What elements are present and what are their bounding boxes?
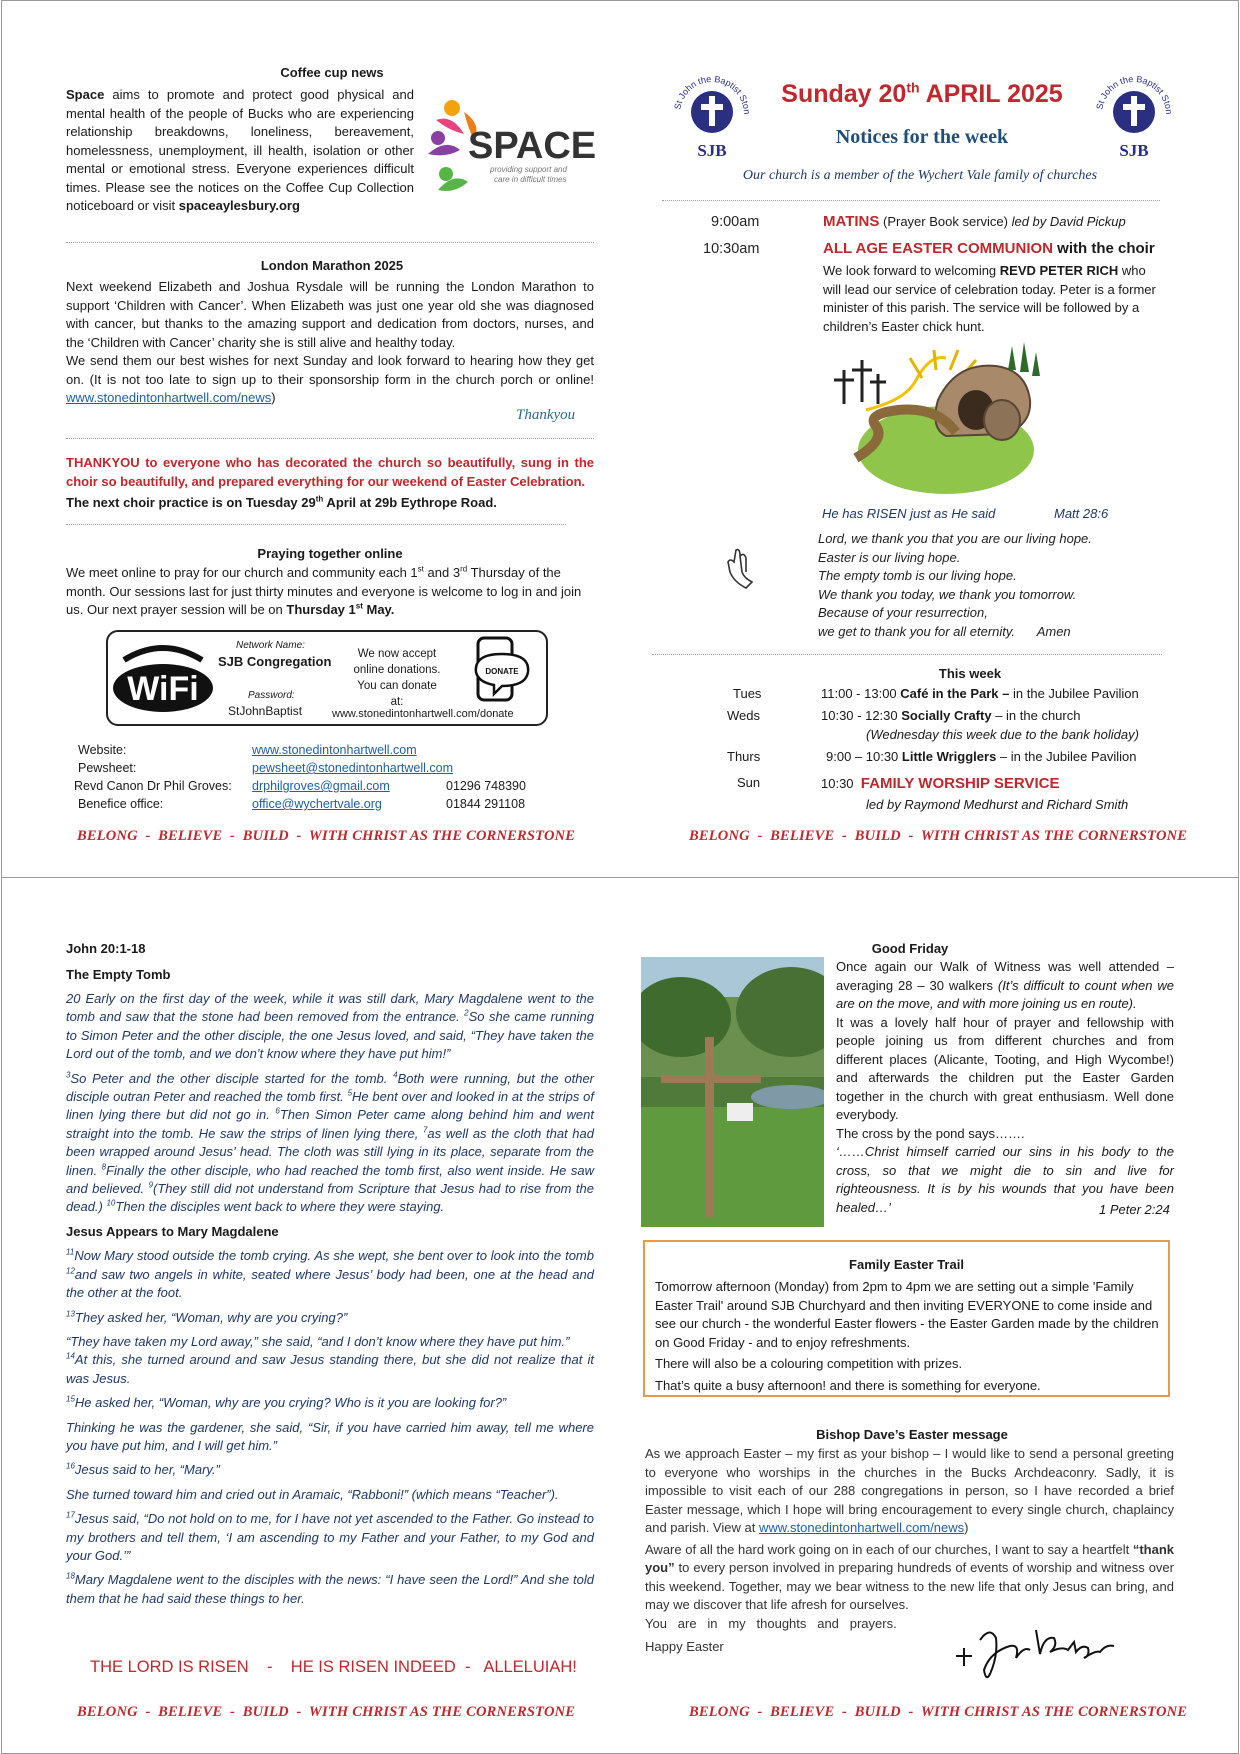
thanks-red: THANKYOU to everyone who has decorated the church so beautifully, sung in the choir so beautifully, and prepared everything for our weekend of Easter Celebration.: [66, 455, 594, 489]
gospel-para: $^{11}$Now Mary stood outside the tomb crying. As she wept, she bent over to look into the tomb $^{12}$and saw two angels in white, seated where Jesus’ body had been, one at the head and the other at the foot.: [66, 1247, 594, 1301]
trail-body: [655, 1278, 1160, 1395]
verse: Thinking he was the gardener, she said, “Sir, if you have carried him away, tell me where you have put him, and I will get him.”: [66, 1419, 594, 1453]
service-rest: with the choir: [1053, 240, 1155, 257]
wifi-logo: [112, 644, 214, 716]
marathon-link[interactable]: www.stonedintonhartwell.com/news: [66, 390, 272, 405]
verse: She turned toward him and cried out in Aramaic, “Rabboni!” (which means “Teacher”).: [66, 1486, 559, 1502]
good-friday-photo: [641, 957, 824, 1227]
marathon-p2-end: ): [271, 390, 276, 405]
prayer-body: [66, 564, 594, 620]
password-value: StJohnBaptist: [228, 704, 303, 718]
verse: He asked her, “Woman, why are you crying? Who is it you are looking for?”: [74, 1395, 507, 1411]
week-time: 10:30: [821, 776, 854, 791]
network-name: SJB Congregation: [218, 654, 332, 669]
welcome-b: who will lead our service of celebration today. Peter is a former minister of this parish. The service will be followed by a children’s Easter chick hunt.: [823, 263, 1156, 334]
prayer-line: The empty tomb is our living hope.: [818, 568, 1017, 584]
donate-url: www.stonedintonhartwell.com/donate: [332, 708, 514, 720]
choir-practice: [66, 494, 594, 512]
service-communion: [823, 240, 1203, 257]
welcome-a: We look forward to welcoming: [823, 263, 1000, 278]
verse: and saw two angels in white, seated where Jesus’ body had been, one at the head and the other at the foot.: [66, 1266, 594, 1301]
gf-italic: (It’s difficult to count when we are on the move, and with more joining us en route).: [836, 977, 1174, 1011]
week-day: Sun: [737, 775, 761, 790]
bishop-p1-text: As we approach Easter – my first as your bishop – I would like to send a personal greeting to everyone who worships in the churches in the Bucks Archdeaconry. Sadly, it is impossible to visit each of our 288 congregations in person, so I have recorded a brief Easter message, which I hope will bring encouragement to every single church, chaplaincy and parish. View at: [645, 1446, 1174, 1535]
service-title: MATINS: [823, 213, 880, 230]
prayer-sup2: rd: [460, 564, 468, 574]
svg-text:providing support and: providing support and: [490, 165, 567, 174]
donate-text: We now accept online donations. You can donate at:: [353, 648, 441, 708]
contact-link[interactable]: drphilgroves@gmail.com: [252, 779, 390, 793]
coffee-body: [66, 86, 414, 216]
coffee-text: aims to promote and protect good physical and mental health of the people of Bucks who are experiencing relationship breakdowns, loneliness, bereavement, homelessness, unemployment, ill health, isolation or other mental or emotional stress. Everyone experiences difficult times. Please see the notices on the Coffee Cup Collection noticeboard or visit: [66, 87, 414, 213]
bishop-p1-end: ): [964, 1520, 969, 1535]
verse: (They still did not understand from Scripture that Jesus had to rise from the dead.): [66, 1181, 594, 1215]
easter-prayer: [818, 530, 1178, 642]
footer-motto: BELONG - BELIEVE - BUILD - WITH CHRIST AS THE CORNERSTONE: [77, 828, 576, 844]
good-friday-quote-ref: 1 Peter 2:24: [1099, 1202, 1170, 1217]
bishop-body: [645, 1445, 1174, 1633]
easter-acclamation: THE LORD IS RISEN - HE IS RISEN INDEED - ALLELUIAH!: [90, 1658, 577, 1676]
verse: Mary Magdalene went to the disciples with the news: “I have seen the Lord!” And she told them that he had said these things to her.: [66, 1572, 594, 1606]
gospel-heading: The Empty Tomb: [66, 967, 171, 982]
date-main: Sunday 20: [781, 80, 907, 108]
week-event: Little Wrigglers: [901, 749, 997, 764]
risen-verse: He has RISEN just as He said: [822, 506, 996, 521]
gospel-para: $^{17}$Jesus said, “Do not hold on to me, for I have not yet ascended to the Father. Go instead to my brothers and tell them, ‘I am ascending to my Father and your Father, to my God and your God.’”: [66, 1510, 595, 1563]
bishop-link[interactable]: www.stonedintonhartwell.com/news: [758, 1520, 965, 1535]
service-rest: (Prayer Book service): [879, 214, 1012, 229]
logo-ring-text: St John the Baptist Ston: [1094, 73, 1174, 115]
week-note: led by Raymond Medhurst and Richard Smith: [866, 797, 1129, 812]
contact-link[interactable]: office@wychertvale.org: [252, 797, 382, 811]
week-time: 11:00 - 13:00: [821, 686, 897, 701]
coffee-title: Coffee cup news: [280, 65, 384, 80]
welcome-text: [823, 262, 1163, 336]
contact-phone: 01296 748390: [446, 779, 526, 793]
space-logo: [424, 94, 596, 196]
week-entry: [821, 775, 1059, 792]
bishop-title: Bishop Dave’s Easter message: [816, 1427, 1008, 1442]
week-event: FAMILY WORSHIP SERVICE: [860, 775, 1060, 792]
week-event: Café in the Park –: [900, 686, 1010, 701]
gospel-para: 20 Early on the first day of the week, while it was still dark, Mary Magdalene went to the tomb and saw that the stone had been removed from the entrance. $^2$So she came running to Simon Peter and the other disciple, the one Jesus loved, and said, “They have taken the Lord out of the tomb, and we don’t know where they have put him!”: [66, 991, 594, 1062]
easter-trail-box: [643, 1240, 1170, 1397]
divider: [66, 242, 594, 243]
choir-text-end: April at 29b Eythrope Road.: [323, 495, 497, 510]
footer-motto: BELONG - BELIEVE - BUILD - WITH CHRIST AS THE CORNERSTONE: [689, 828, 1188, 844]
gf-text: Once again our Walk of Witness was well attended – averaging 28 – 30 walkers: [836, 959, 1174, 993]
prayer-line: Lord, we thank you that you are our living hope.: [818, 531, 1092, 546]
good-friday-p3: The cross by the pond says…….: [836, 1125, 1025, 1141]
prayer-line: Easter is our living hope.: [818, 549, 961, 565]
week-entry: [826, 749, 1137, 764]
contact-phone: 01844 291108: [446, 797, 526, 811]
verse: Now Mary stood outside the tomb crying. As she wept, she bent over to look into the tomb: [74, 1248, 594, 1264]
prayer-a: We meet online to pray for our church and community each 1: [66, 565, 418, 580]
verse: So she came running to Simon Peter and the other disciple, the one Jesus loved, and said, “They have taken the Lord out of the tomb, and we don’t know where they have put him!”: [66, 1009, 594, 1062]
bishop-p2-end: to every person involved in preparing hundreds of events of worship and witness over this weekend. Together, may we bear witness to the new life that only Jesus can bring, and may we discover that life afresh for ourselves.: [645, 1560, 1174, 1612]
prayer-line-last: we get to thank you for all eternity.: [818, 623, 1016, 639]
trail-title: Family Easter Trail: [849, 1257, 964, 1272]
marathon-p1: Next weekend Elizabeth and Joshua Rysdale will be running the London Marathon to support ‘Children with Cancer’. When Elizabeth was just one year old she was diagnosed with cancer, but thanks to the amazing support and dedication from doctors, nurses, and the ‘Children with Cancer’ charity she is still alive and healthy today.: [66, 279, 594, 350]
verse: At this, she turned around and saw Jesus standing there, but she did not realize that it was Jesus.: [66, 1352, 594, 1386]
praying-hands-icon: [722, 546, 758, 590]
week-day: Weds: [727, 708, 760, 723]
gospel-para: $^{16}$Jesus said to her, “Mary.”: [66, 1462, 220, 1478]
prayer-sup1: st: [417, 564, 424, 574]
notices-title: Notices for the week: [835, 126, 1009, 148]
marathon-title: London Marathon 2025: [260, 258, 404, 273]
verse: Then Simon Peter came along behind him and went straight into the tomb. He saw the strips of linen lying there,: [66, 1107, 594, 1141]
empty-tomb-illustration: [826, 340, 1046, 500]
week-time: 10:30 - 12:30: [821, 708, 898, 723]
week-day: Tues: [733, 686, 762, 701]
bishop-p2-text: Aware of all the hard work going on in each of our churches, I want to say a heartfelt: [645, 1541, 1133, 1557]
verse: Then the disciples went back to where they were staying.: [115, 1199, 445, 1215]
marathon-body: [66, 278, 594, 408]
verse: They asked her, “Woman, why are you crying?”: [74, 1309, 348, 1325]
verse: Finally the other disciple, who had reached the tomb first, also went inside. He saw and believed.: [66, 1162, 594, 1197]
marathon-p2-text: We send them our best wishes for next Sunday and look forward to hearing how they get on. (It is not too late to sign up to their sponsorship form in the church porch or online!: [66, 353, 594, 387]
gospel-para: “They have taken my Lord away,” she said, “and I don’t know where they have put him.” $^{14}$At this, she turned around and saw Jesus standing there, but she did not realize that it was Jesus.: [66, 1333, 594, 1386]
verse: Jesus said, “Do not hold on to me, for I have not yet ascended to the Father. Go instead to my brothers and tell them, ‘I am ascending to my Father and your Father, to my God and your God.’”: [66, 1511, 595, 1563]
service-time: 10:30am: [703, 241, 760, 257]
marathon-p2: [66, 352, 594, 408]
gospel-para: [66, 1419, 594, 1456]
footer-motto: BELONG - BELIEVE - BUILD - WITH CHRIST AS THE CORNERSTONE: [689, 1704, 1188, 1720]
contact-label: Website:: [78, 743, 127, 757]
service-time: 9:00am: [711, 214, 760, 230]
sjb-logo-right: [1094, 70, 1174, 160]
service-title: ALL AGE EASTER COMMUNION: [823, 240, 1054, 257]
gospel-para: [66, 1486, 594, 1504]
prayer-next-sup: st: [355, 601, 363, 611]
verse: 20 Early on the first day of the week, while it was still dark, Mary Magdalene went to the tomb and saw that the stone had been removed from the entrance.: [66, 991, 594, 1025]
space-logo-word: SPACE: [468, 125, 596, 167]
divider: [66, 524, 566, 525]
prayer-amen: Amen: [1036, 623, 1071, 639]
space-logo-graphic: [424, 94, 596, 196]
thankyou-signoff: Thankyou: [516, 407, 576, 423]
member-line: Our church is a member of the Wychert Vale family of churches: [742, 168, 1098, 183]
prayer-c: Thursday of the month. Our sessions last for just thirty minutes and everyone is welcome to log in and join us. Our next prayer session will be on: [66, 565, 582, 617]
prayer-next-end: May.: [362, 602, 395, 617]
prayer-line: We thank you today, we thank you tomorrow.: [818, 586, 1077, 602]
gospel-para: $^{15}$He asked her, “Woman, why are you crying? Who is it you are looking for?”: [66, 1394, 507, 1411]
week-day: Thurs: [727, 749, 761, 764]
gospel-para: $^{13}$They asked her, “Woman, why are you crying?”: [66, 1309, 348, 1325]
week-event: Socially Crafty: [901, 708, 992, 723]
network-label: Network Name:: [236, 640, 305, 651]
footer-motto: BELONG - BELIEVE - BUILD - WITH CHRIST AS THE CORNERSTONE: [77, 1704, 576, 1720]
prayer-line: Because of your resurrection,: [818, 605, 988, 621]
week-note: (Wednesday this week due to the bank holiday): [866, 727, 1139, 742]
sjb-logo-left: [672, 70, 752, 160]
verse: So Peter and the other disciple started for the tomb.: [70, 1070, 394, 1086]
contact-row: [78, 760, 136, 778]
week-rest: – in the Jubilee Pavilion: [996, 749, 1137, 764]
choir-sup: th: [315, 494, 324, 504]
week-entry: [821, 686, 1139, 701]
date-sup: th: [906, 79, 920, 96]
happy-easter: Happy Easter: [645, 1639, 724, 1654]
trail-p3: That’s quite a busy afternoon! and there is something for everyone.: [655, 1377, 1041, 1393]
gospel-para: $^{18}$Mary Magdalene went to the disciples with the news: “I have seen the Lord!” And she told them that he had said these things to her.: [66, 1572, 594, 1606]
trail-p1: Tomorrow afternoon (Monday) from 2pm to 4pm we are setting out a simple 'Family Easter Trail' around SJB Churchyard and then inviting EVERYONE to come inside and see our church - the wonderful Easter flowers - the Easter Garden made by the children on Good Friday - and to enjoy refreshments.: [655, 1279, 1159, 1350]
week-time: 9:00 – 10:30: [826, 749, 899, 764]
welcome-name: REVD PETER RICH: [999, 263, 1119, 278]
gospel-para: $^3$So Peter and the other disciple started for the tomb. $^4$Both were running, but the other disciple outran Peter and reached the tomb first. $^5$He bent over and looked in at the strips of linen lying there but did not go in. $^6$Then Simon Peter came along behind him and went straight into the tomb. He saw the strips of linen lying there, $^7$as well as the cloth that had been wrapped around Jesus’ head. The cloth was still lying in its place, separate from the linen. $^8$Finally the other disciple, who had reached the tomb first, also went inside. He saw and believed. $^9$(They still did not understand from Scripture that Jesus had to rise from the dead.) $^{10}$Then the disciples went back to where they were staying.: [66, 1070, 594, 1215]
password-label: Password:: [248, 690, 295, 701]
week-rest: – in the church: [991, 708, 1081, 723]
sunday-date: [752, 80, 1092, 109]
wifi-logo-word: WiFi: [127, 670, 199, 708]
gospel-ref: John 20:1-18: [66, 941, 146, 956]
bishop-p1: [645, 1445, 1174, 1538]
logo-letters: SJB: [697, 141, 727, 160]
wifi-logo-graphic: [112, 644, 214, 716]
contact-label: Pewsheet:: [78, 761, 137, 775]
week-rest: in the Jubilee Pavilion: [1009, 686, 1139, 701]
date-end: APRIL 2025: [919, 80, 1063, 108]
prayer-line: [818, 623, 1178, 642]
coffee-site: spaceaylesbury.org: [178, 198, 300, 213]
contact-link[interactable]: pewsheet@stonedintonhartwell.com: [252, 761, 453, 775]
bishop-signature: [950, 1616, 1120, 1686]
verse: He bent over and looked in at the strips of linen lying there but did not go in.: [66, 1089, 594, 1123]
contact-row: [74, 778, 232, 796]
gospel-heading: Jesus Appears to Mary Magdalene: [66, 1223, 279, 1239]
week-entry: [821, 708, 1080, 723]
contact-row: [78, 796, 163, 814]
choir-text: The next choir practice is on Tuesday 29: [66, 495, 316, 510]
logo-ring-text: St John the Baptist Ston: [672, 73, 752, 115]
good-friday-title: Good Friday: [871, 941, 949, 956]
bishop-thank-you: “thank you”: [645, 1541, 1174, 1575]
wifi-donate-banner: [106, 630, 548, 726]
divider: [66, 438, 594, 439]
bishop-p2: [645, 1541, 1174, 1615]
verse: as well as the cloth that had been wrapped around Jesus’ head. The cloth was still lying in its place, separate from the linen.: [66, 1125, 594, 1178]
divider: [662, 200, 1160, 201]
contact-label: Revd Canon Dr Phil Groves:: [74, 779, 232, 793]
good-friday-body: [836, 958, 1174, 1217]
divider: [652, 654, 1162, 655]
logo-letters: SJB: [1119, 141, 1149, 160]
donate-btn-text: DONATE: [485, 667, 519, 676]
coffee-lead: Space: [66, 87, 105, 102]
bishop-p3: You are in my thoughts and prayers.: [645, 1615, 897, 1631]
verse: Jesus said to her, “Mary.”: [74, 1462, 220, 1478]
svg-text:care in difficult times: care in difficult times: [494, 175, 567, 184]
good-friday-p1: [836, 958, 1174, 1014]
contact-row: [78, 742, 126, 760]
good-friday-quote: ‘……Christ himself carried our sins in his body to the cross, so that we might die to sin and live for righteousness. It is by his wounds that you have been healed…’: [836, 1144, 1174, 1215]
verse: Both were running, but the other disciple outran Peter and reached the tomb first.: [66, 1070, 594, 1105]
risen-ref: Matt 28:6: [1054, 506, 1109, 521]
prayer-title: Praying together online: [257, 546, 403, 561]
contact-label: Benefice office:: [78, 797, 164, 811]
good-friday-p2: It was a lovely half hour of prayer and fellowship with people joining us from different churches and from different places (Alicante, Tooting, and High Wycombe!) and afterwards the children put the Easter Garden together in the church with great enthusiasm. Well done everybody.: [836, 1014, 1174, 1122]
service-matins: [823, 213, 1183, 230]
prayer-b: and 3: [423, 565, 461, 580]
verse: “They have taken my Lord away,” she said, “and I don’t know where they have put him.”: [66, 1333, 570, 1349]
this-week-title: This week: [938, 666, 1002, 681]
trail-p2: There will also be a colouring competition with prizes.: [655, 1356, 963, 1371]
contact-link[interactable]: www.stonedintonhartwell.com: [252, 743, 417, 757]
service-leader: led by David Pickup: [1011, 214, 1126, 229]
prayer-next: Thursday 1: [286, 602, 356, 617]
phone-donate-icon: [472, 636, 532, 704]
gospel-text: [66, 990, 594, 1614]
